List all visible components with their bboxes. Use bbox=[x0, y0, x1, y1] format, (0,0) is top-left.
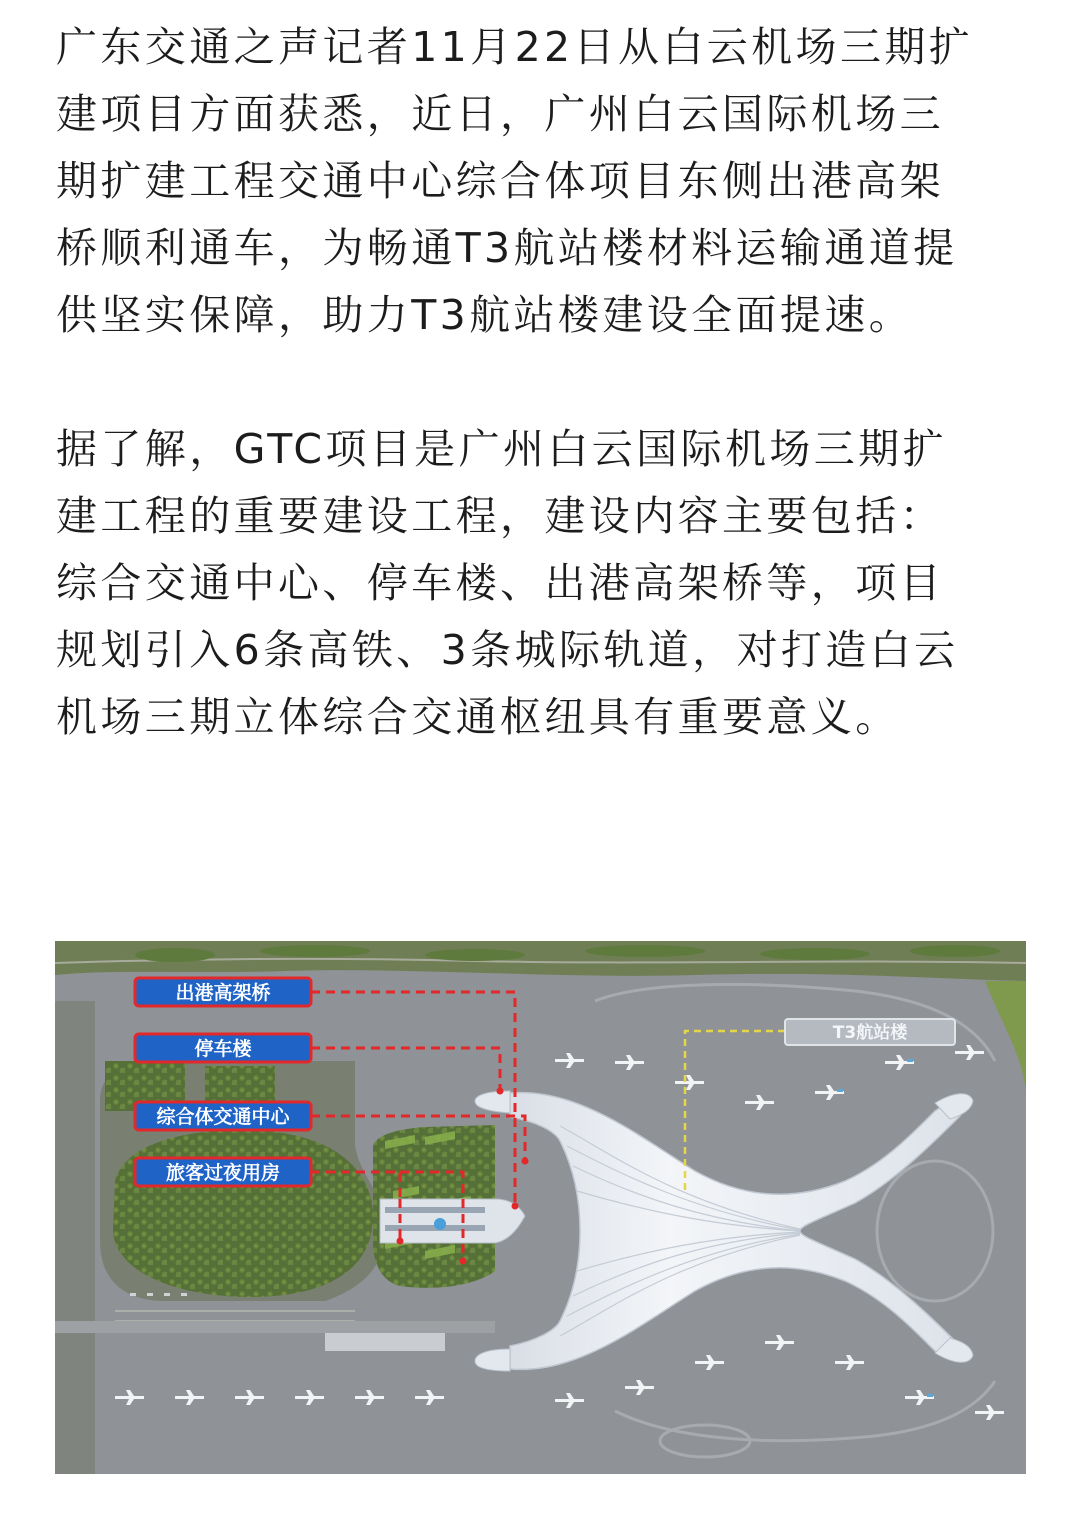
article-body bbox=[56, 14, 1031, 751]
airport-plan-illustration bbox=[55, 941, 1026, 1474]
text-line: 综合交通中心、停车楼、出港高架桥等，项目 bbox=[56, 559, 944, 607]
label-t3 bbox=[785, 1019, 955, 1045]
text-line: 据了解，GTC项目是广州白云国际机场三期扩 bbox=[56, 425, 947, 473]
text-line: 建项目方面获悉，近日，广州白云国际机场三 bbox=[56, 90, 944, 138]
airport-rendering-figure bbox=[55, 941, 1026, 1474]
label-hotel bbox=[135, 1158, 311, 1186]
text-line: 机场三期立体综合交通枢纽具有重要意义。 bbox=[56, 693, 900, 741]
label-text: 综合体交通中心 bbox=[156, 1106, 290, 1128]
text-line: 桥顺利通车，为畅通T3航站楼材料运输通道提 bbox=[56, 224, 958, 272]
label-parking-building bbox=[135, 1034, 311, 1062]
text-line: 广东交通之声记者11月22日从白云机场三期扩 bbox=[56, 23, 974, 71]
tree-canopy-oval bbox=[113, 1130, 373, 1297]
text-line: 期扩建工程交通中心综合体项目东侧出港高架 bbox=[56, 157, 944, 205]
ground-building bbox=[325, 1333, 445, 1351]
paragraph-2 bbox=[56, 416, 1031, 751]
landside-edge bbox=[55, 1001, 95, 1474]
label-text: T3航站楼 bbox=[832, 1023, 908, 1043]
gtc-building bbox=[380, 1199, 525, 1243]
label-text: 旅客过夜用房 bbox=[165, 1162, 281, 1184]
label-departure-viaduct bbox=[135, 978, 311, 1006]
label-text: 出港高架桥 bbox=[175, 982, 271, 1004]
text-line: 规划引入6条高铁、3条城际轨道，对打造白云 bbox=[56, 626, 959, 674]
label-gtc bbox=[135, 1102, 311, 1130]
paragraph-1 bbox=[56, 14, 1031, 349]
gtc-marker bbox=[434, 1218, 446, 1230]
landside-road bbox=[55, 1321, 495, 1333]
label-text: 停车楼 bbox=[194, 1038, 252, 1060]
text-line: 供坚实保障，助力T3航站楼建设全面提速。 bbox=[56, 291, 914, 339]
text-line: 建工程的重要建设工程，建设内容主要包括： bbox=[56, 492, 944, 540]
